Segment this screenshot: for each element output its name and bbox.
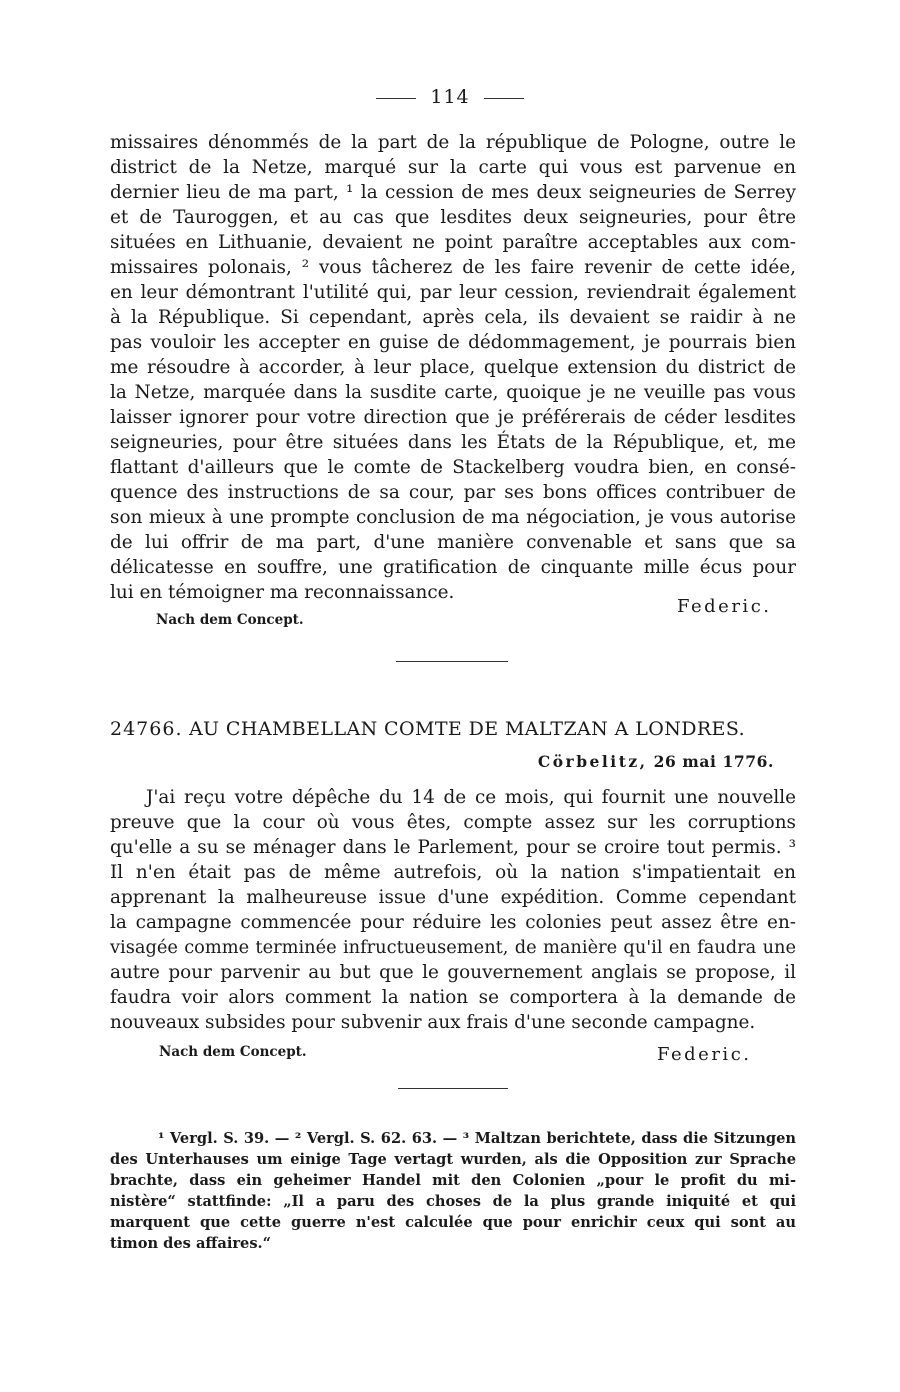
footnote-line: nistère“ stattfinde: „Il a paru des choses de la plus grande iniquité et qui: [110, 1193, 796, 1210]
letter1-line: missaires dénommés de la part de la république de Pologne, outre le: [110, 132, 796, 153]
footnote-line: timon des affaires.“: [110, 1235, 272, 1252]
letter1-line: en leur démontrant l'utilité qui, par leur cession, reviendrait également: [110, 282, 796, 303]
letter2-line: qu'elle a su se ménager dans le Parlement, pour se croire tout permis. ³: [110, 837, 796, 858]
letter2-dateline: [110, 752, 774, 771]
letter1-line: situées en Lithuanie, devaient ne point paraître acceptables aux com-: [110, 232, 796, 253]
section-separator: [396, 661, 508, 662]
letter-place: Cörbelitz,: [537, 752, 648, 771]
letter1-line: flattant d'ailleurs que le comte de Stackelberg voudra bien, en consé-: [110, 457, 796, 478]
letter2-line: J'ai reçu votre dépêche du 14 de ce mois, qui fournit une nouvelle: [146, 787, 796, 808]
letter2-line: faudra voir alors comment la nation se comportera à la demande de: [110, 987, 796, 1008]
letter2-line: visagée comme terminée infructueusement, de manière qu'il en faudra une: [110, 937, 796, 958]
footnote-line: ¹ Vergl. S. 39. — ² Vergl. S. 62. 63. — ³ Maltzan berichtete, dass die Sitzungen: [158, 1130, 796, 1147]
footnote-line: marquent que cette guerre n'est calculée que pour enrichir ceux qui sont au: [110, 1214, 796, 1231]
letter2-line: Il n'en était pas de même autrefois, où la nation s'impatientait en: [110, 862, 796, 883]
letter1-line: à la République. Si cependant, après cela, ils devaient se raidir à ne: [110, 307, 796, 328]
letter1-line: missaires polonais, ² vous tâcherez de les faire revenir de cette idée,: [110, 257, 796, 278]
letter1-line: son mieux à une prompte conclusion de ma négociation, je vous autorise: [110, 507, 796, 528]
letter1-line: me résoudre à accorder, à leur place, quelque extension du district de: [110, 357, 796, 378]
letter2-line: preuve que la cour où vous êtes, compte assez sur les corruptions: [110, 812, 796, 833]
letter-date: 26 mai 1776.: [653, 752, 774, 771]
footnote-line: des Unterhauses um einige Tage vertagt wurden, als die Opposition zur Sprache: [110, 1151, 796, 1168]
letter2-line: nouveaux subsides pour subvenir aux frais d'une seconde campagne.: [110, 1012, 756, 1033]
letter2-signature: Federic.: [657, 1044, 752, 1065]
letter2-line: apprenant la malheureuse issue d'une expédition. Comme cependant: [110, 887, 796, 908]
letter1-line: de lui offrir de ma part, d'une manière convenable et sans que sa: [110, 532, 796, 553]
letter1-source-note: Nach dem Concept.: [156, 612, 304, 628]
letter1-line: district de la Netze, marqué sur la carte qui vous est parvenue en: [110, 157, 796, 178]
header-rule-left: [376, 98, 416, 99]
letter-title: AU CHAMBELLAN COMTE DE MALTZAN A LONDRES.: [188, 718, 746, 740]
letter1-line: seigneuries, pour être situées dans les États de la République, et, me: [110, 432, 796, 453]
letter1-line: quence des instructions de sa cour, par ses bons offices contribuer de: [110, 482, 796, 503]
letter1-line: pas vouloir les accepter en guise de dédommagement, je pourrais bien: [110, 332, 796, 353]
header-rule-right: [484, 98, 524, 99]
letter2-line: autre pour parvenir au but que le gouvernement anglais se propose, il: [110, 962, 796, 983]
page-number: 114: [430, 86, 470, 108]
footnote-separator: [398, 1088, 508, 1089]
footnote-line: brachte, dass ein geheimer Handel mit den Colonien „pour le profit du mi-: [110, 1172, 796, 1189]
letter2-line: la campagne commencée pour réduire les colonies peut assez être en-: [110, 912, 796, 933]
letter1-line: dernier lieu de ma part, ¹ la cession de mes deux seigneuries de Serrey: [110, 182, 796, 203]
letter1-signature: Federic.: [677, 596, 772, 617]
letter1-line: laisser ignorer pour votre direction que je préférerais de céder lesdites: [110, 407, 796, 428]
letter1-line: et de Tauroggen, et au cas que lesdites deux seigneuries, pour être: [110, 207, 796, 228]
letter-number: 24766.: [110, 718, 183, 740]
letter1-line: lui en témoigner ma reconnaissance.: [110, 582, 455, 603]
letter2-heading: [110, 718, 796, 740]
letter2-source-note: Nach dem Concept.: [159, 1044, 307, 1060]
letter1-line: délicatesse en souffre, une gratification de cinquante mille écus pour: [110, 557, 796, 578]
letter1-line: la Netze, marquée dans la susdite carte, quoique je ne veuille pas vous: [110, 382, 796, 403]
page-number-header: [0, 86, 900, 108]
